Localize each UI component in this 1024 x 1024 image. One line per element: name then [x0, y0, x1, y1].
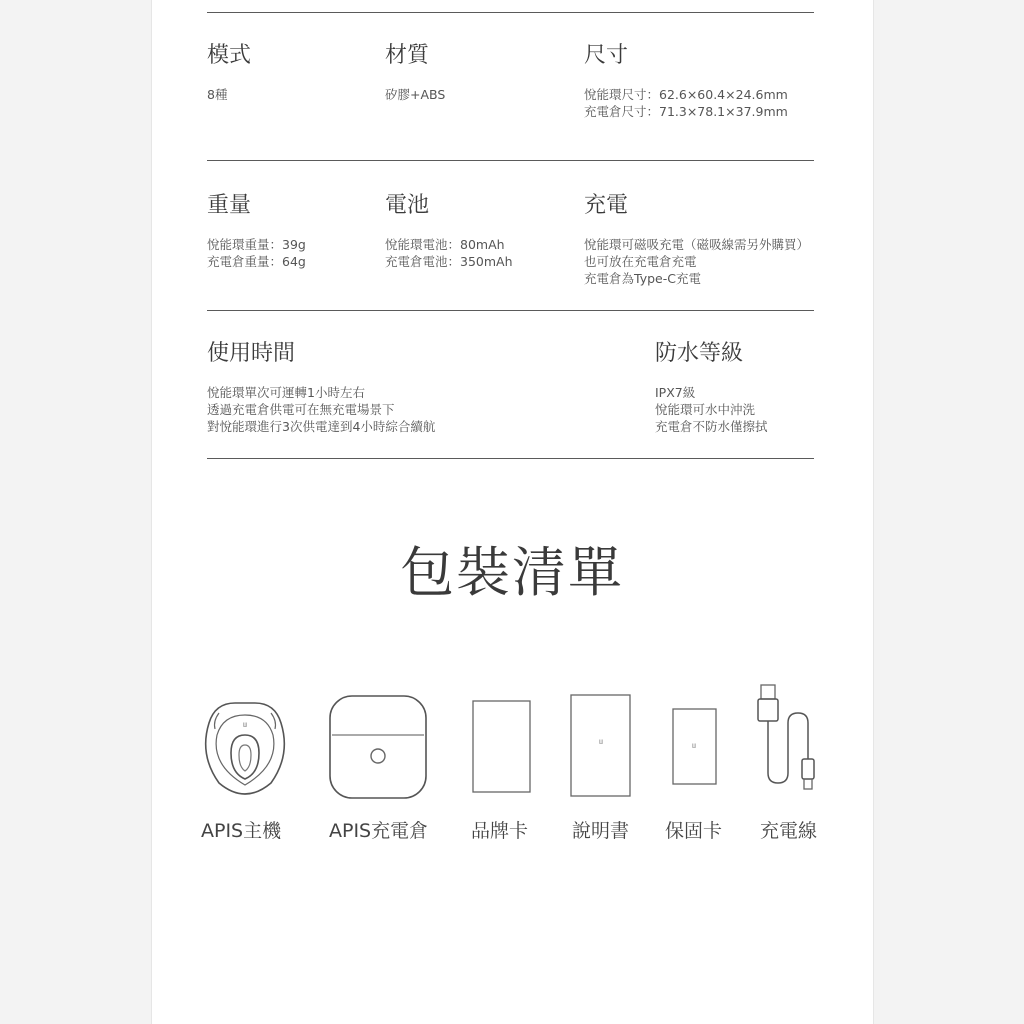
manual-illustration: [570, 694, 632, 798]
spec-mode: [207, 42, 251, 103]
spec-line: 悅能環重量：39g: [207, 237, 306, 252]
spec-line: 悅能環尺寸：62.6×60.4×24.6mm: [584, 87, 788, 102]
spec-title: 模式: [207, 43, 252, 68]
spec-title: 重量: [207, 193, 252, 218]
spec-charging: [584, 192, 809, 287]
spec-usage-time: [207, 340, 435, 435]
spec-line: 充電倉電池：350mAh: [385, 254, 513, 269]
device-illustration: [195, 695, 295, 805]
package-item-label: 充電線: [760, 820, 818, 842]
spec-line: 8種: [207, 87, 228, 102]
spec-line: 悅能環可水中沖洗: [655, 402, 756, 417]
package-item-label: 保固卡: [665, 820, 723, 842]
spec-material: [385, 42, 445, 103]
spec-waterproof: [655, 340, 768, 435]
spec-line: 悅能環單次可運轉1小時左右: [207, 385, 365, 400]
spec-title: 尺寸: [584, 43, 629, 68]
spec-line: 充電倉重量：64g: [207, 254, 306, 269]
package-item-label: 說明書: [572, 820, 630, 842]
spec-title: 充電: [584, 193, 629, 218]
svg-text:ᗯ: ᗯ: [598, 739, 604, 746]
charging-case-illustration: [328, 693, 428, 803]
spec-title: 材質: [385, 43, 430, 68]
spec-line: 矽膠+ABS: [385, 87, 446, 102]
spec-line: 充電倉尺寸：71.3×78.1×37.9mm: [584, 104, 788, 119]
package-item-label: APIS主機: [201, 820, 282, 842]
divider: [207, 310, 814, 311]
spec-line: 充電倉不防水僅擦拭: [655, 419, 768, 434]
package-title: 包裝清單: [400, 541, 624, 604]
divider: [207, 12, 814, 13]
spec-title: 電池: [385, 193, 430, 218]
spec-line: 透過充電倉供電可在無充電場景下: [207, 402, 395, 417]
divider: [207, 160, 814, 161]
spec-title: 防水等級: [655, 341, 744, 366]
spec-line: 充電倉為Type-C充電: [584, 271, 701, 286]
svg-text:ᗯ: ᗯ: [691, 743, 697, 750]
warranty-card-illustration: [672, 708, 718, 786]
spec-line: 悅能環可磁吸充電（磁吸線需另外購買）: [584, 237, 810, 252]
brand-card-illustration: [472, 700, 532, 794]
svg-text:ᗯ: ᗯ: [242, 722, 248, 729]
spec-line: 對悅能環進行3次供電達到4小時綜合續航: [207, 419, 436, 434]
charging-cable-illustration: [755, 683, 827, 795]
package-item-label: APIS充電倉: [329, 820, 429, 842]
package-item-label: 品牌卡: [471, 820, 529, 842]
spec-line: 悅能環電池：80mAh: [385, 237, 505, 252]
spec-line: 也可放在充電倉充電: [584, 254, 697, 269]
spec-title: 使用時間: [207, 341, 296, 366]
spec-weight: [207, 192, 306, 270]
spec-line: IPX7級: [655, 385, 696, 400]
product-page: [151, 0, 874, 1024]
spec-size: [584, 42, 788, 120]
divider: [207, 458, 814, 459]
spec-battery: [385, 192, 513, 270]
